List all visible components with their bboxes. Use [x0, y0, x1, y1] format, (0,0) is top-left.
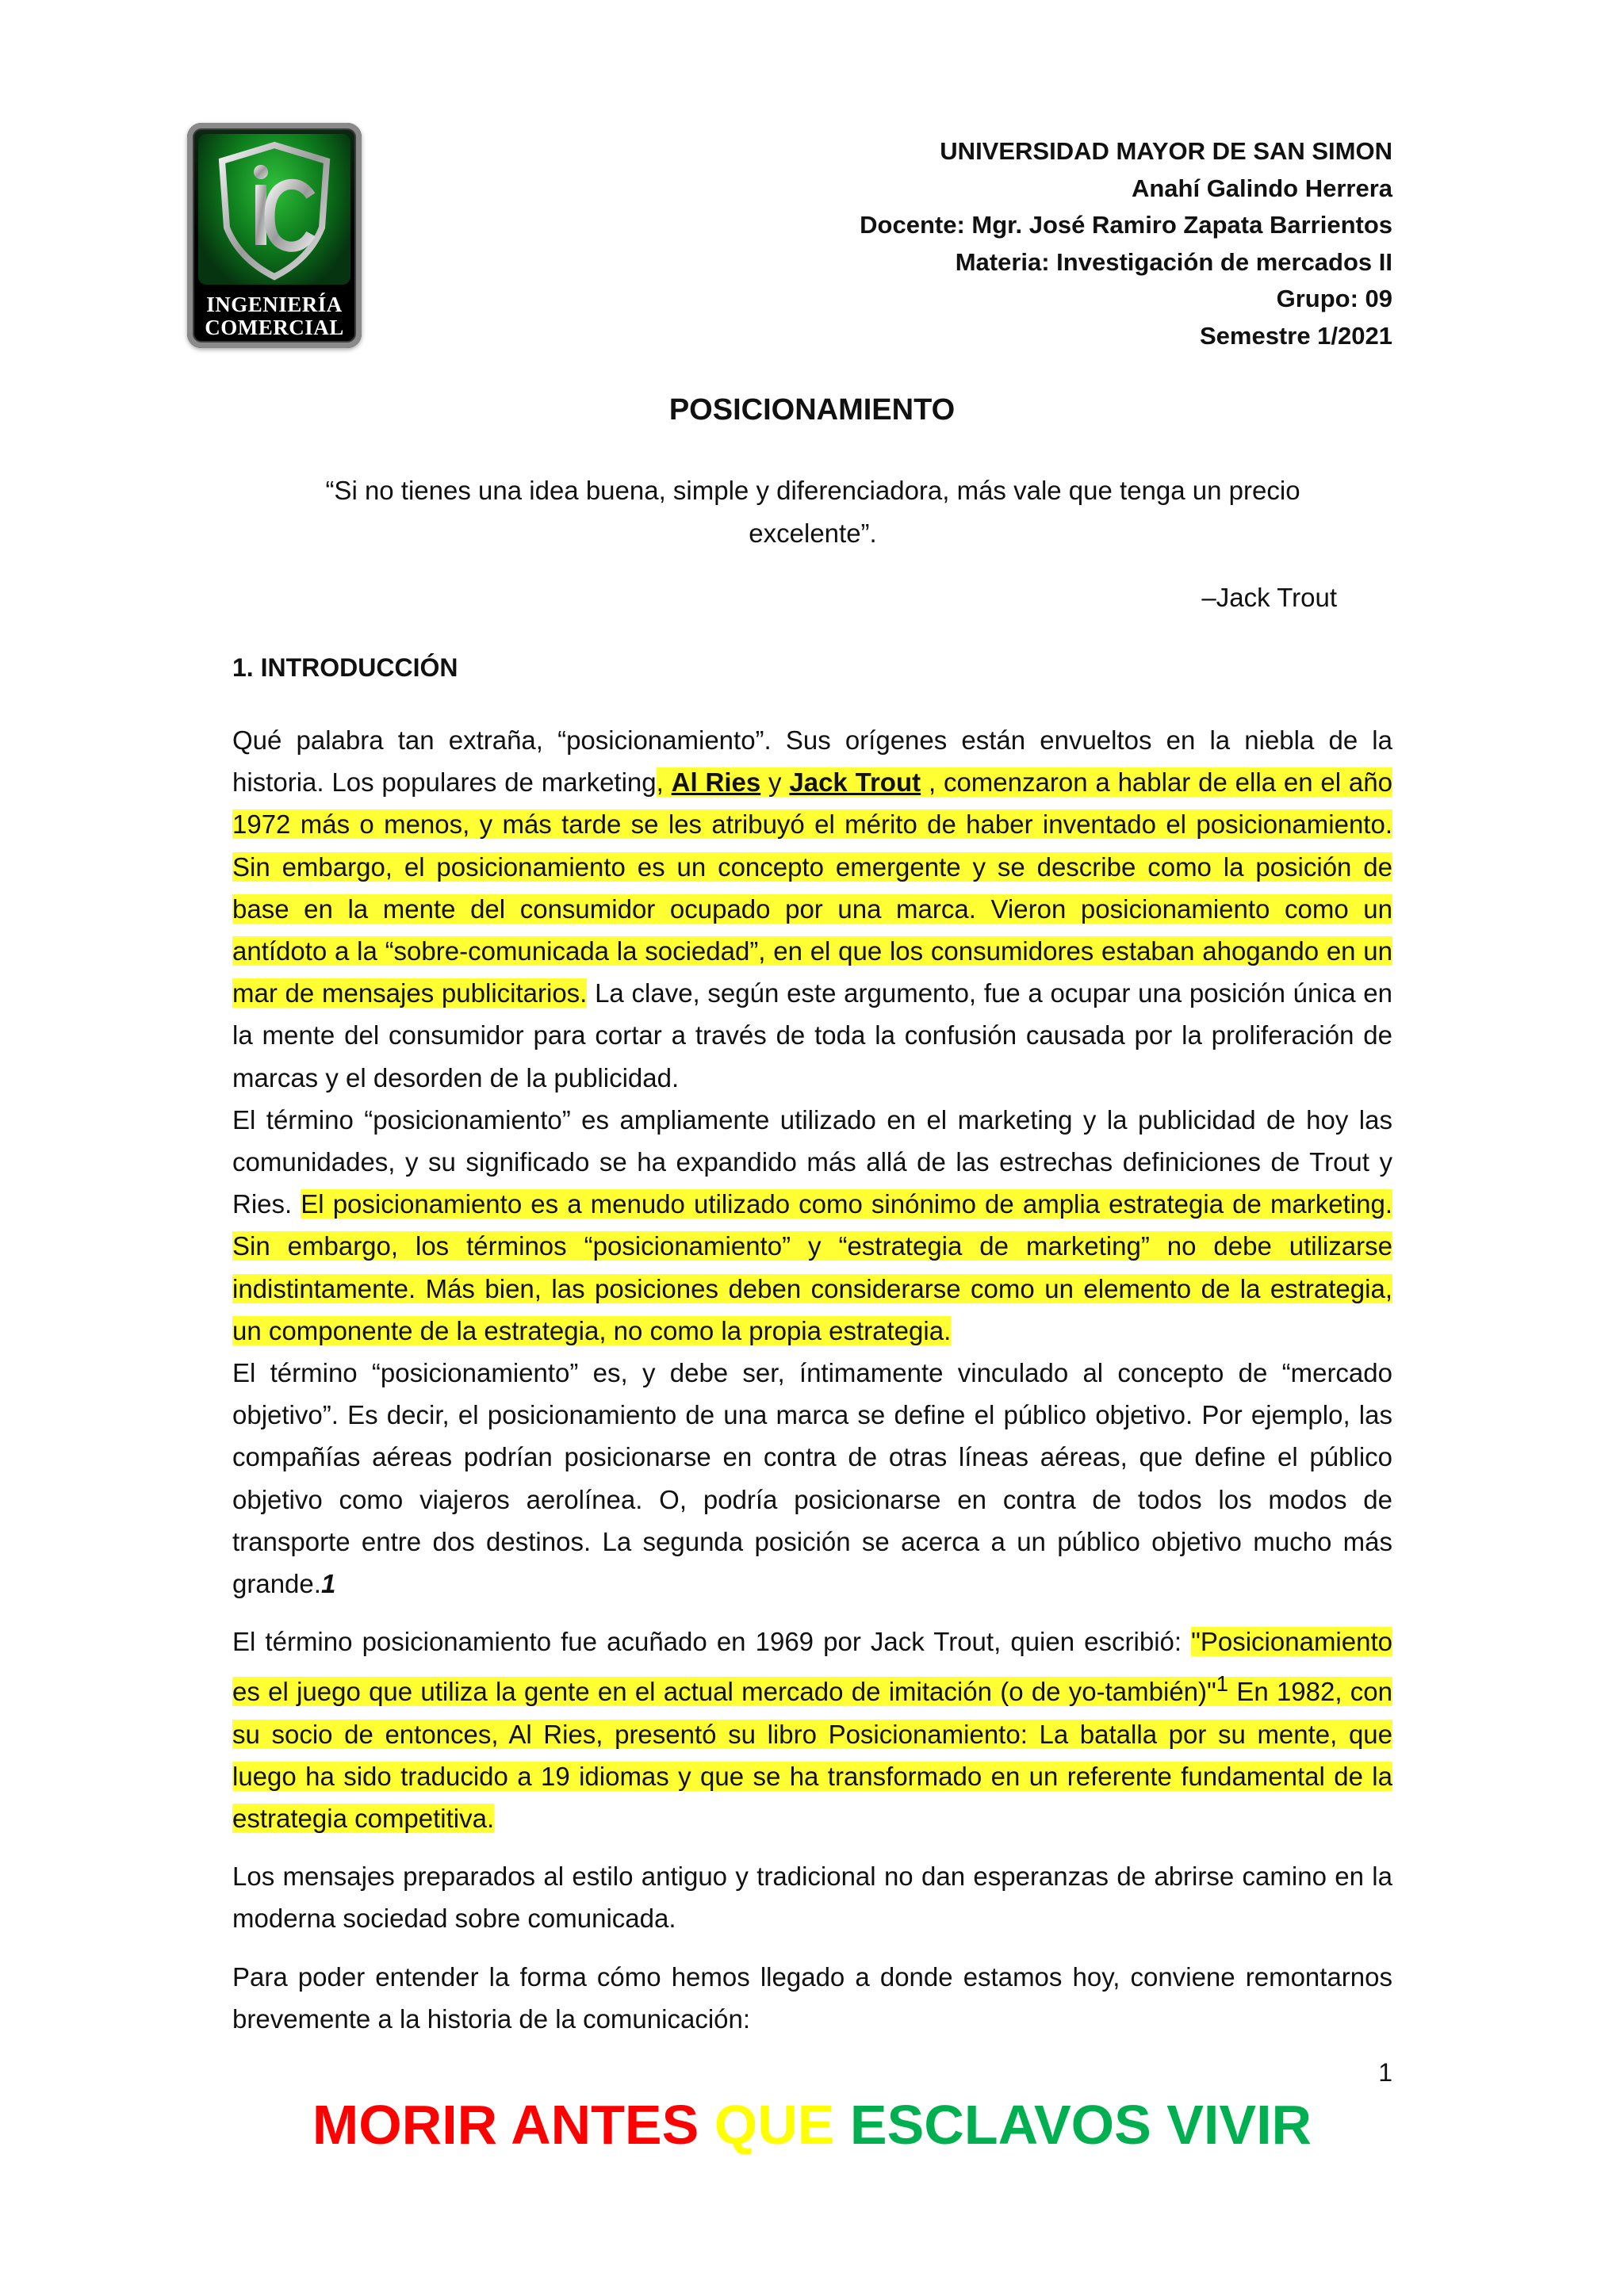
motto-part-red: MORIR ANTES — [312, 2094, 714, 2156]
epigraph-author: –Jack Trout — [1201, 583, 1337, 612]
paragraph-3: El término “posicionamiento” es, y debe ser, íntimamente vinculado al concepto de “mercado objetivo”. Es decir, el posicionamiento de una marca se define el público objetivo. Por ejemplo, las compañías aéreas podrían posicionarse en contra de otras líneas aéreas, que define el público objetivo como viajeros aerolínea. O, podría posicionarse en contra de todos los modos de transporte entre dos destinos. La segunda posición se acerca a un público objetivo mucho más grande.1 — [232, 1358, 1392, 1599]
paragraph-6: Para poder entender la forma cómo hemos llegado a donde estamos hoy, conviene remontarnos brevemente a la historia de la comunicación: — [232, 1961, 1392, 2034]
footer-motto — [0, 2093, 1624, 2156]
subject-name: Materia: Investigación de mercados II — [955, 247, 1392, 276]
page-number: 1 — [1378, 2058, 1392, 2087]
epigraph-quote: “Si no tienes una idea buena, simple y diferenciadora, más vale que tenga un precio excelente”. — [325, 476, 1300, 548]
logo-caption-line2: COMERCIAL — [205, 316, 344, 339]
paragraph-2: El término “posicionamiento” es ampliamente utilizado en el marketing y la publicidad de hoy las comunidades, y su significado se ha expandido más allá de las estrechas definiciones de Trout y Ries. El posicionamiento es a menudo utilizado como sinónimo de amplia estrategia de marketing. Sin embargo, los términos “posicionamiento” y “estrategia de marketing” no debe utilizarse indistintamente. Más bien, las posiciones deben considerarse como un elemento de la estrategia, un componente de la estrategia, no como la propia estrategia. — [232, 1104, 1392, 1345]
semester: Semestre 1/2021 — [1199, 321, 1392, 350]
group-number: Grupo: 09 — [1276, 285, 1392, 312]
footnote-marker[interactable]: 1 — [1216, 1671, 1229, 1697]
reference-marker: 1 — [320, 1569, 336, 1599]
logo-caption-line1: INGENIERÍA — [206, 293, 343, 316]
motto-part-green: ESCLAVOS VIVIR — [834, 2094, 1312, 2156]
document-header — [860, 133, 1392, 354]
ingenieria-comercial-logo — [187, 123, 362, 348]
paragraph-5: Los mensajes preparados al estilo antiguo y tradicional no dan esperanzas de abrirse camino en la moderna sociedad sobre comunicada. — [232, 1862, 1392, 1934]
link-al-ries[interactable]: Al Ries — [671, 767, 761, 798]
author-name: Anahí Galindo Herrera — [1131, 174, 1392, 202]
paragraph-4: El término posicionamiento fue acuñado en 1969 por Jack Trout, quien escribió: "Posicionamiento es el juego que utiliza la gente en el actual mercado de imitación (o de yo-también)"$^1$ En 1982, con su socio de entonces, Al Ries, presentó su libro Posicionamiento: La batalla por su mente, que luego ha sido traducido a 19 idiomas y que se ha transformado en un referente fundamental de la estrategia competitiva. — [232, 1627, 1392, 1834]
teacher-name: Docente: Mgr. José Ramiro Zapata Barrientos — [860, 211, 1392, 239]
document-body — [232, 719, 1392, 2040]
section-heading: 1. INTRODUCCIÓN — [232, 653, 458, 682]
university-name: UNIVERSIDAD MAYOR DE SAN SIMON — [940, 137, 1392, 165]
link-jack-trout[interactable]: Jack Trout — [789, 767, 921, 798]
motto-part-yellow: QUE — [714, 2094, 835, 2156]
logo-shield-icon — [214, 140, 335, 283]
paragraph-1: Qué palabra tan extraña, “posicionamiento”. Sus orígenes están envueltos en la niebla de la historia. Los populares de marketing, Al Ries y Jack Trout , comenzaron a hablar de ella en el año 1972 más o menos, y más tarde se les atribuyó el mérito de haber inventado el posicionamiento. Sin embargo, el posicionamiento es un concepto emergente y se describe como la posición de base en la mente del consumidor ocupado por una marca. Vieron posicionamiento como un antídoto a la “sobre-comunicada la sociedad”, en el que los consumidores estaban ahogando en un mar de mensajes publicitarios. La clave, según este argumento, fue a ocupar una posición única en la mente del consumidor para cortar a través de toda la confusión causada por la proliferación de marcas y el desorden de la publicidad. — [232, 725, 1392, 1093]
document-title: POSICIONAMIENTO — [668, 393, 956, 427]
